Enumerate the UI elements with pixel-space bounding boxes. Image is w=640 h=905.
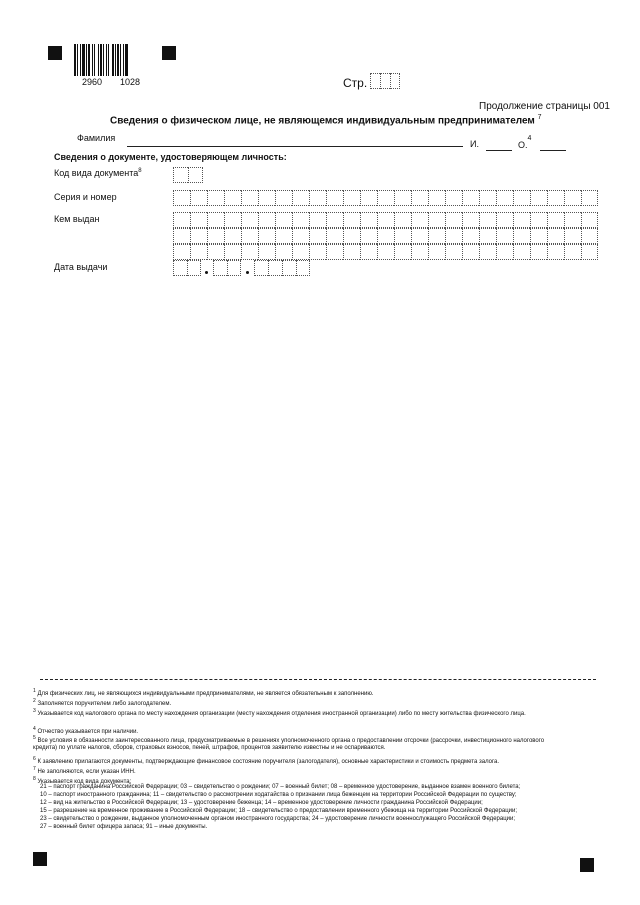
footnotes-separator [40,679,596,680]
initial-i-field[interactable] [486,150,512,151]
footnote-3 [33,708,553,718]
doc-code-label-text: Код вида документа [54,168,139,178]
registration-marker-top-left [48,46,62,60]
footnote-text: Все условия в обязанности заинтересованного лица, предусматриваемые в решениях уполномоченного органа о предоставлении отсрочки (рассрочки, инвестиционного налогового кредита) по уплате налогов, сборов, страховых взносов, пеней, штрафов, процентов заявителю известны и не оспариваются. [33,738,545,751]
footnote-text: Отчество указывается при наличии. [37,729,139,735]
series-label: Серия и номер [54,192,117,202]
footnote-2 [33,698,603,708]
registration-marker-bottom-right [580,858,594,872]
doc-codes-line: 27 – военный билет офицера запаса; 91 – иные документы. [40,824,208,830]
footnote-number: 8 [33,776,36,782]
doc-codes-line: 10 – паспорт иностранного гражданина; 11 – свидетельство о рассмотрении ходатайства о признании лица беженцем на территории Российской Федерации по существу; [40,792,517,798]
footnote-6 [33,756,603,766]
date-separator-dot [246,271,249,274]
surname-label: Фамилия [77,133,116,143]
date-separator-dot [205,271,208,274]
issued-by-label: Кем выдан [54,214,100,224]
barcode-number-right: 1028 [120,77,141,87]
footnote-number: 1 [33,688,36,694]
doc-code-label [54,168,142,178]
issued-by-cells-row-3[interactable] [173,244,598,260]
initial-o-text: О. [518,140,528,150]
section-title [110,114,542,126]
issue-date-label: Дата выдачи [54,262,108,272]
footnote-number: 2 [33,698,36,704]
initial-o-footnote: 4 [527,135,532,142]
footnote-number: 4 [33,726,36,732]
page-label: Стр. [343,76,368,90]
issue-date-year-cells[interactable] [254,260,310,276]
footnote-number: 7 [33,766,36,772]
footnote-number: 3 [33,708,36,714]
page-number-cells[interactable] [370,73,400,89]
doc-codes-line: 23 – свидетельство о рождении, выданное уполномоченным органом иностранного государства; 24 – удостоверение личности военнослужащего Российской Федерации; [40,816,516,822]
barcode [74,44,150,76]
initial-i-label: И. [470,139,479,149]
initial-o-label [518,135,532,150]
footnote-text: Заполняется поручителем либо залогодателем. [37,701,172,707]
section-title-text: Сведения о физическом лице, не являющемся индивидуальным предпринимателем [110,115,535,127]
footnote-7 [33,766,603,776]
footnote-text: Для физических лиц, не являющихся индивидуальными предпринимателями, не является обязательным к заполнению. [37,691,374,697]
doc-codes-line: 15 – разрешение на временное проживание в Российской Федерации; 18 – свидетельство о предоставлении временного убежища на территории Российской Федерации; [40,808,517,814]
issue-date-day-cells[interactable] [173,260,201,276]
footnote-text: Указывается код вида документа: [37,779,132,785]
footnote-text: Не заполняются, если указан ИНН. [37,769,136,775]
registration-marker-top-right [162,46,176,60]
issued-by-cells-row-2[interactable] [173,228,598,244]
issue-date-month-cells[interactable] [213,260,241,276]
doc-code-cells[interactable] [173,167,203,183]
doc-section-title: Сведения о документе, удостоверяющем личность: [54,152,287,162]
footnote-5 [33,735,553,752]
barcode-number-left: 2960 [82,77,103,87]
footnote-number: 6 [33,756,36,762]
section-title-footnote: 7 [537,114,542,121]
registration-marker-bottom-left [33,852,47,866]
footnote-number: 5 [33,735,36,741]
doc-code-footnote: 8 [138,168,142,174]
doc-codes-line: 12 – вид на жительство в Российской Федерации; 13 – удостоверение беженца; 14 – временное удостоверение личности гражданина Российской Федерации; [40,800,483,806]
series-cells[interactable] [173,190,598,206]
footnote-text: Указывается код налогового органа по месту нахождения организации (месту нахождения отделения иностранной организации) либо по месту жительства физического лица. [37,711,526,717]
continuation-label: Продолжение страницы 001 [479,101,610,112]
footnote-text: К заявлению прилагаются документы, подтверждающие финансовое состояние поручителя (залогодателя), основные характеристики и стоимость предмета залога. [37,759,500,765]
initial-o-field[interactable] [540,150,566,151]
doc-codes-line: 21 – паспорт гражданина Российской Федерации; 03 – свидетельство о рождении; 07 – военный билет; 08 – временное удостоверение, выданное взамен военного билета; [40,784,521,790]
footnote-1 [33,688,603,698]
issued-by-cells-row-1[interactable] [173,212,598,228]
surname-field[interactable] [127,146,463,147]
